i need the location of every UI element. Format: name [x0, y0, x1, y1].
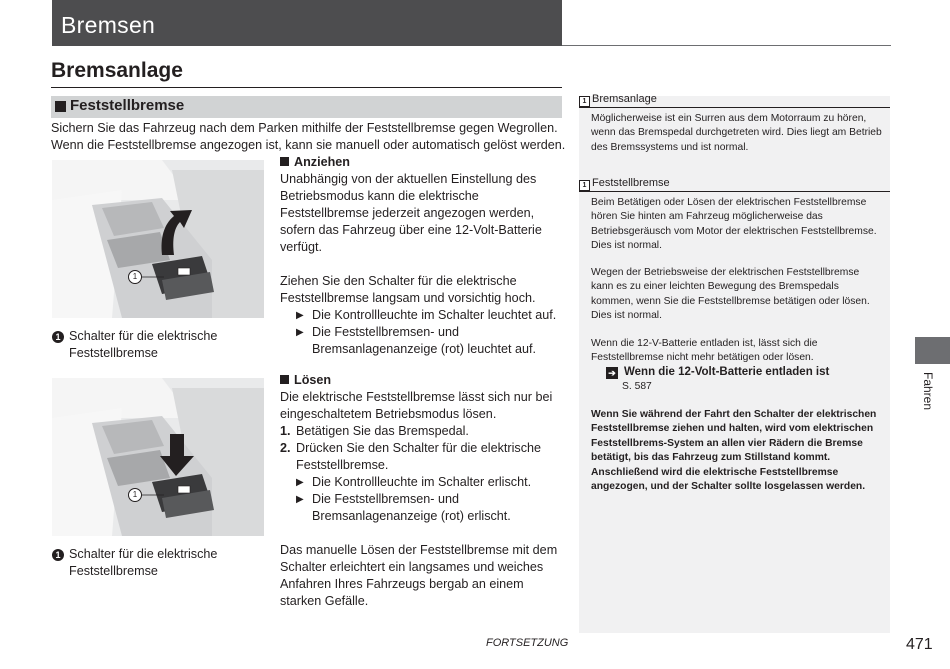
figure-caption: Schalter für die elektrische Feststellbremse	[69, 329, 218, 360]
cross-reference-link[interactable]: ➔ Wenn die 12-Volt-Batterie entladen ist	[606, 366, 829, 379]
arrow-right-icon: ▶	[296, 310, 304, 321]
callout-marker: 1	[128, 488, 142, 502]
arrow-right-icon: ▶	[296, 494, 304, 505]
parking-brake-push-illustration	[52, 378, 264, 536]
release-heading: Lösen	[280, 372, 562, 389]
continued-label: FORTSETZUNG	[486, 637, 569, 649]
apply-instruction: Ziehen Sie den Schalter für die elektrische Feststellbremse langsam und vorsichtig hoch.	[280, 274, 536, 305]
cross-reference-page: S. 587	[622, 381, 652, 392]
sidebar-text: Möglicherweise ist ein Surren aus dem Motorraum zu hören, wenn das Bremspedal durchgetreten wird. Dies liegt am Betrieb des Bremssystems und ist normal.	[591, 113, 882, 153]
arrow-right-icon: ▶	[296, 477, 304, 488]
apply-heading: Anziehen	[280, 154, 562, 171]
list-item: ▶ Die Kontrollleuchte im Schalter leuchtet auf.	[296, 308, 557, 322]
reference-arrow-icon: ➔	[606, 367, 618, 379]
section-divider	[51, 87, 562, 88]
list-item: ▶ Die Kontrollleuchte im Schalter erlischt.	[296, 475, 532, 489]
caption-number: 1	[52, 549, 64, 561]
apply-block	[280, 154, 562, 358]
square-bullet-icon	[280, 157, 289, 166]
intro-paragraph: Sichern Sie das Fahrzeug nach dem Parken mithilfe der Feststellbremse gegen Wegrollen. Wenn die Feststellbremse angezogen ist, kann sie manuell oder automatisch gelöst werden.	[51, 121, 566, 152]
sidebar-heading: 1 Feststellbremse	[579, 177, 890, 192]
square-bullet-icon	[280, 375, 289, 384]
release-note: Das manuelle Lösen der Feststellbremse mit dem Schalter erleichtert ein langsames und weiches Anfahren Ihres Fahrzeugs bergab an einem starken Gefälle.	[280, 543, 558, 608]
release-paragraph: Die elektrische Feststellbremse lässt sich nur bei eingeschaltetem Betriebsmodus lösen.	[280, 390, 553, 421]
step-item: 1. Betätigen Sie das Bremspedal.	[280, 424, 469, 438]
list-item: ▶ Die Feststellbremsen- und Bremsanlagenanzeige (rot) erlischt.	[296, 492, 511, 523]
callout-marker: 1	[128, 270, 142, 284]
section-title: Bremsanlage	[51, 59, 183, 82]
sidebar-text: Wenn die 12-V-Batterie entladen ist, lässt sich die Feststellbremse nicht mehr betätigen oder lösen.	[591, 338, 818, 364]
sidebar-warning: Wenn Sie während der Fahrt den Schalter der elektrischen Feststellbremse ziehen und halten, wird vom elektrischen Feststellbrems-System an allen vier Rädern die Bremse betätigt, bis das Fahrzeug zum Stillstand kommt. Anschließend wird die elektrische Feststellbremse angezogen, und der Schalter sollte losgelassen werden.	[591, 409, 877, 493]
chapter-tab[interactable]	[915, 337, 950, 364]
note-reference-icon: 1	[579, 180, 590, 191]
page-number: 471	[906, 636, 933, 653]
parking-brake-pull-illustration	[52, 160, 264, 318]
note-reference-icon: 1	[579, 96, 590, 107]
sidebar-text: Beim Betätigen oder Lösen der elektrischen Feststellbremse hören Sie hinten am Fahrzeug möglicherweise das Betriebsgeräusch vom Motor der elektrischen Feststellbremse. Dies ist normal.	[591, 197, 877, 252]
sidebar-text: Wegen der Betriebsweise der elektrischen Feststellbremse kann es zu einer leichten Bewegung des Bremspedals kommen, wenn Sie die Feststellbremse betätigen oder lösen. Dies ist normal.	[591, 267, 870, 322]
step-item: 2. Drücken Sie den Schalter für die elektrische Feststellbremse.	[280, 441, 542, 472]
figure-caption: Schalter für die elektrische Feststellbremse	[69, 547, 218, 578]
chapter-tab-label: Fahren	[921, 372, 935, 411]
list-item: ▶ Die Feststellbremsen- und Bremsanlagenanzeige (rot) leuchtet auf.	[296, 325, 537, 356]
square-bullet-icon	[55, 101, 66, 112]
chapter-title: Bremsen	[61, 12, 156, 38]
caption-number: 1	[52, 331, 64, 343]
release-block	[280, 372, 562, 610]
subsection-title: Feststellbremse	[70, 97, 185, 114]
header-divider	[562, 45, 891, 46]
apply-paragraph: Unabhängig von der aktuellen Einstellung des Betriebsmodus kann die elektrische Feststellbremse jederzeit angezogen werden, sofern das Fahrzeug über eine 12-Volt-Batterie verfügt.	[280, 172, 542, 254]
arrow-right-icon: ▶	[296, 327, 304, 338]
sidebar-heading: 1 Bremsanlage	[579, 93, 890, 108]
